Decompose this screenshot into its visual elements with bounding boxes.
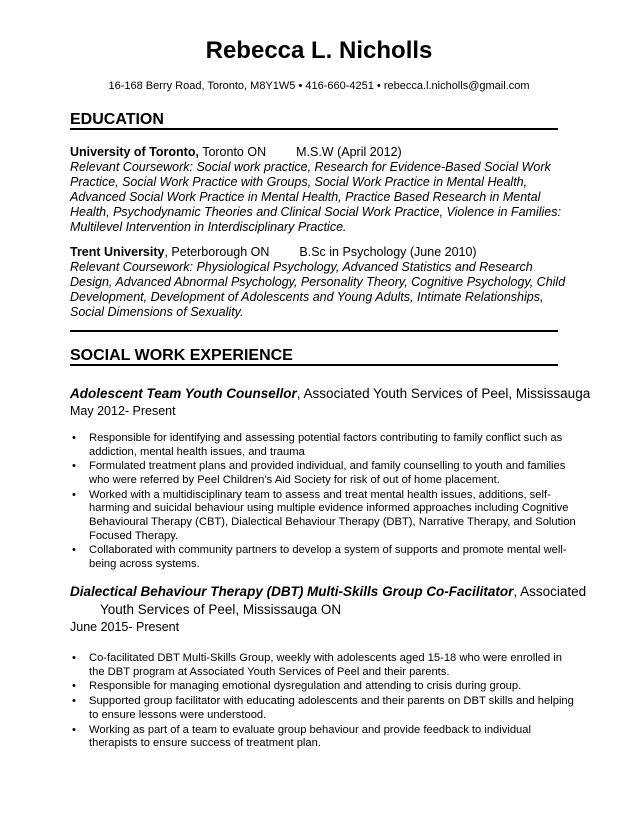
candidate-name: Rebecca L. Nicholls xyxy=(205,37,433,64)
bullet-icon: • xyxy=(72,723,76,736)
education-heading: EDUCATION xyxy=(70,111,164,128)
list-item: • Working as part of a team to evaluate group behaviour and provide feedback to individual therapists to ensure success of treatment plan. xyxy=(72,723,531,750)
job-title-line xyxy=(70,385,590,403)
contact-line: 16-168 Berry Road, Toronto, M8Y1W5 • 416-660-4251 • rebecca.l.nicholls@gmail.com xyxy=(108,80,530,92)
bullet-icon: • xyxy=(72,695,76,708)
coursework: Relevant Coursework: Physiological Psychology, Advanced Statistics and Research Design, Advanced Abnormal Psychology, Personality Theory, Cognitive Psychology, Child Development, Development of Adolescents and Young Adults, Intimate Relationships, Social Dimensions of Sexuality. xyxy=(70,260,566,319)
bullet-icon: • xyxy=(72,544,76,557)
school-name: Trent University xyxy=(70,245,165,259)
degree: B.Sc in Psychology (June 2010) xyxy=(299,245,477,259)
job-org: , Associated Youth Services of Peel, Mississauga xyxy=(296,386,591,401)
list-item: • Responsible for identifying and assessing potential factors contributing to family conflict such as addiction, mental health issues, and trauma xyxy=(72,432,563,458)
job-bullet-list xyxy=(70,432,580,573)
school-name: University of Toronto, xyxy=(70,145,199,159)
bullet-icon: • xyxy=(72,432,76,444)
list-item: • Collaborated with community partners to develop a system of supports and promote mental well-being across systems. xyxy=(72,544,567,570)
education-entry-toronto xyxy=(70,145,570,235)
experience-heading: SOCIAL WORK EXPERIENCE xyxy=(70,347,293,364)
school-location: , Peterborough ON xyxy=(164,245,270,259)
coursework: Relevant Coursework: Social work practice, Research for Evidence-Based Social Work Practice, Social Work Practice with Groups, Social Work Practice in Mental Health, Advanced Social Work Practice in Mental Health, Practice Based Research in Mental Health, Psychodynamic Theories and Clinical Social Work Practice, Violence in Families: Multilevel Intervention in Interdisciplinary Practice. xyxy=(70,160,561,234)
list-item: • Supported group facilitator with educating adolescents and their parents on DBT skills and helping to ensure lessons were understood. xyxy=(72,695,574,721)
job-role: Dialectical Behaviour Therapy (DBT) Multi-Skills Group Co-Facilitator xyxy=(70,584,514,599)
bullet-icon: • xyxy=(72,460,76,473)
job-title-line xyxy=(70,583,590,601)
job-org: , Associated xyxy=(513,584,587,599)
job-bullet-list xyxy=(70,652,580,752)
list-item: • Responsible for managing emotional dysregulation and attending to crisis during group. xyxy=(72,680,522,693)
degree: M.S.W (April 2012) xyxy=(296,145,402,159)
school-line xyxy=(70,245,570,260)
list-item: • Co-facilitated DBT Multi-Skills Group, weekly with adolescents aged 15-18 who were enrolled in the DBT program at Associated Youth Services of Peel and their parents. xyxy=(72,652,562,678)
job-dates: June 2015- Present xyxy=(70,620,180,634)
bullet-icon: • xyxy=(72,680,76,693)
school-line xyxy=(70,145,570,160)
job-role: Adolescent Team Youth Counsellor xyxy=(70,386,297,401)
education-entry-trent xyxy=(70,245,570,320)
job-org-continued: Youth Services of Peel, Mississauga ON xyxy=(100,602,342,617)
experience-rule xyxy=(70,364,558,366)
list-item: • Worked with a multidisciplinary team to assess and treat mental health issues, additions, self-harming and suicidal behaviour using multiple evidence informed approaches including Cognitive Behavioural Therapy (CBT), Dialectical Behaviour Therapy (DBT), Narrative Therapy, and Solution Focused Therapy. xyxy=(72,488,576,542)
bullet-icon: • xyxy=(72,488,76,501)
bullet-icon: • xyxy=(72,652,76,664)
list-item: • Formulated treatment plans and provided individual, and family counselling to youth and families who were referred by Peel Children’s Aid Society for risk of out of home placement. xyxy=(72,460,566,486)
school-location: Toronto ON xyxy=(202,145,267,159)
section-divider-rule xyxy=(70,330,558,332)
education-rule xyxy=(70,128,558,130)
job-dates: May 2012- Present xyxy=(70,404,176,418)
